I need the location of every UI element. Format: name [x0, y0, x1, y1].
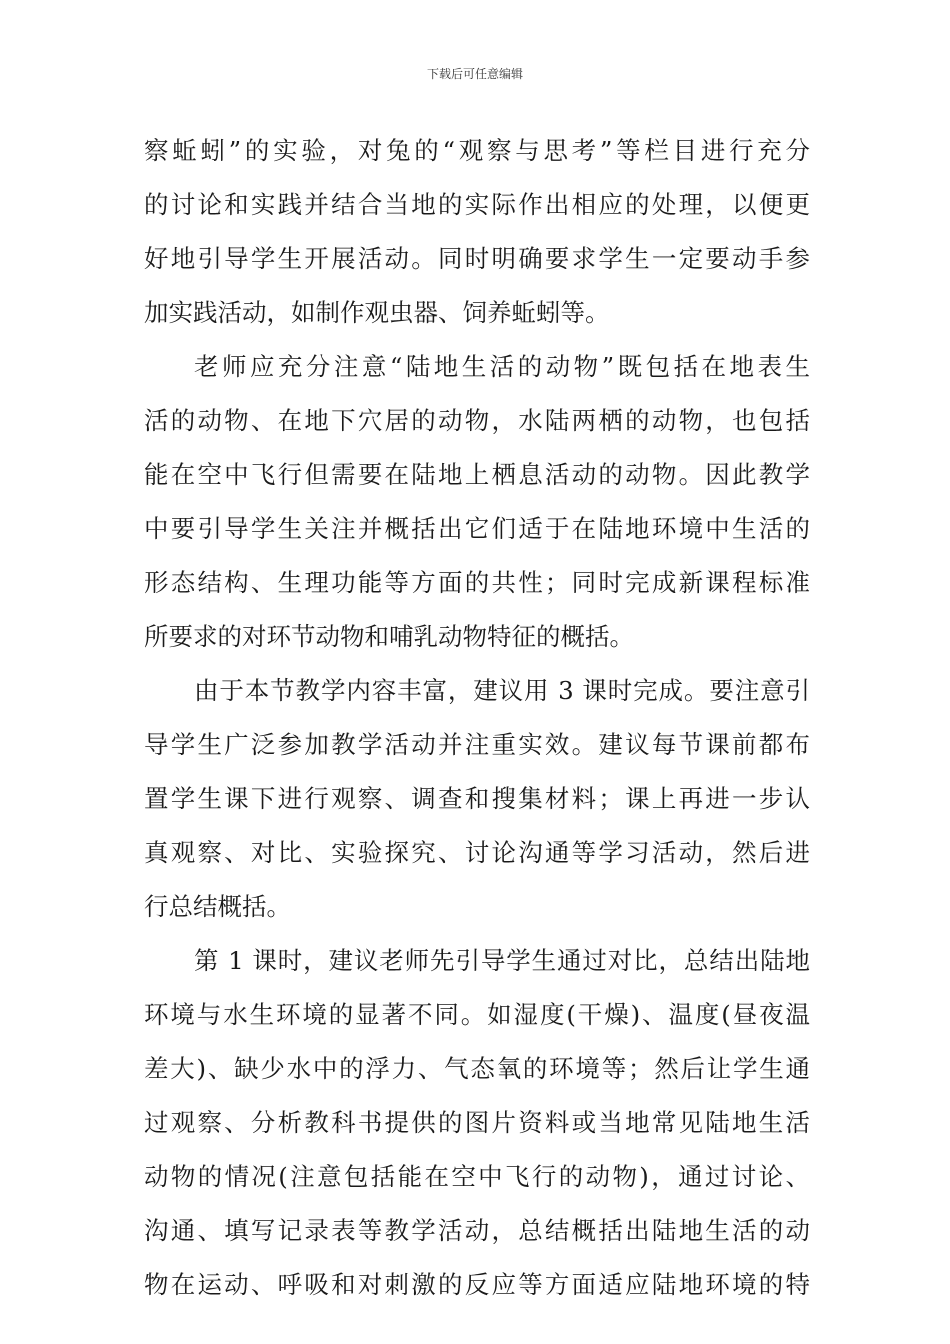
text-line: 活的动物、在地下穴居的动物，水陆两栖的动物，也包括	[144, 406, 810, 435]
text-line: 中要引导学生关注并概括出它们适于在陆地环境中生活的	[144, 514, 810, 543]
page-header: 下载后可任意编辑	[426, 67, 523, 81]
text-line: 物在运动、呼吸和对刺激的反应等方面适应陆地环境的特	[144, 1270, 810, 1299]
text-line: 过观察、分析教科书提供的图片资料或当地常见陆地生活	[144, 1108, 810, 1137]
text-line: 环境与水生环境的显著不同。如湿度(干燥)、温度(昼夜温	[144, 1000, 810, 1029]
text-line: 差大)、缺少水中的浮力、气态氧的环境等；然后让学生通	[144, 1054, 810, 1083]
paragraph-first-line: 第 1 课时，建议老师先引导学生通过对比，总结出陆地	[194, 946, 810, 975]
paragraph-first-line: 由于本节教学内容丰富，建议用 3 课时完成。要注意引	[194, 676, 810, 705]
paragraph-first-line: 老师应充分注意“陆地生活的动物”既包括在地表生	[194, 352, 810, 381]
text-line: 的讨论和实践并结合当地的实际作出相应的处理，以便更	[144, 190, 810, 219]
text-line: 好地引导学生开展活动。同时明确要求学生一定要动手参	[144, 244, 810, 273]
text-line: 形态结构、生理功能等方面的共性；同时完成新课程标准	[144, 568, 810, 597]
document-body	[144, 124, 810, 1312]
text-line: 所要求的对环节动物和哺乳动物特征的概括。	[144, 622, 634, 651]
text-line: 置学生课下进行观察、调查和搜集材料；课上再进一步认	[144, 784, 810, 813]
text-line: 动物的情况(注意包括能在空中飞行的动物)，通过讨论、	[144, 1162, 810, 1191]
text-line: 导学生广泛参加教学活动并注重实效。建议每节课前都布	[144, 730, 810, 759]
text-line: 真观察、对比、实验探究、讨论沟通等学习活动，然后进	[144, 838, 810, 867]
text-line: 行总结概括。	[144, 892, 291, 921]
text-line: 加实践活动，如制作观虫器、饲养蚯蚓等。	[144, 298, 610, 327]
text-line: 察蚯蚓”的实验，对兔的“观察与思考”等栏目进行充分	[144, 136, 810, 165]
text-line: 沟通、填写记录表等教学活动，总结概括出陆地生活的动	[144, 1216, 810, 1245]
text-line: 能在空中飞行但需要在陆地上栖息活动的动物。因此教学	[144, 460, 810, 489]
